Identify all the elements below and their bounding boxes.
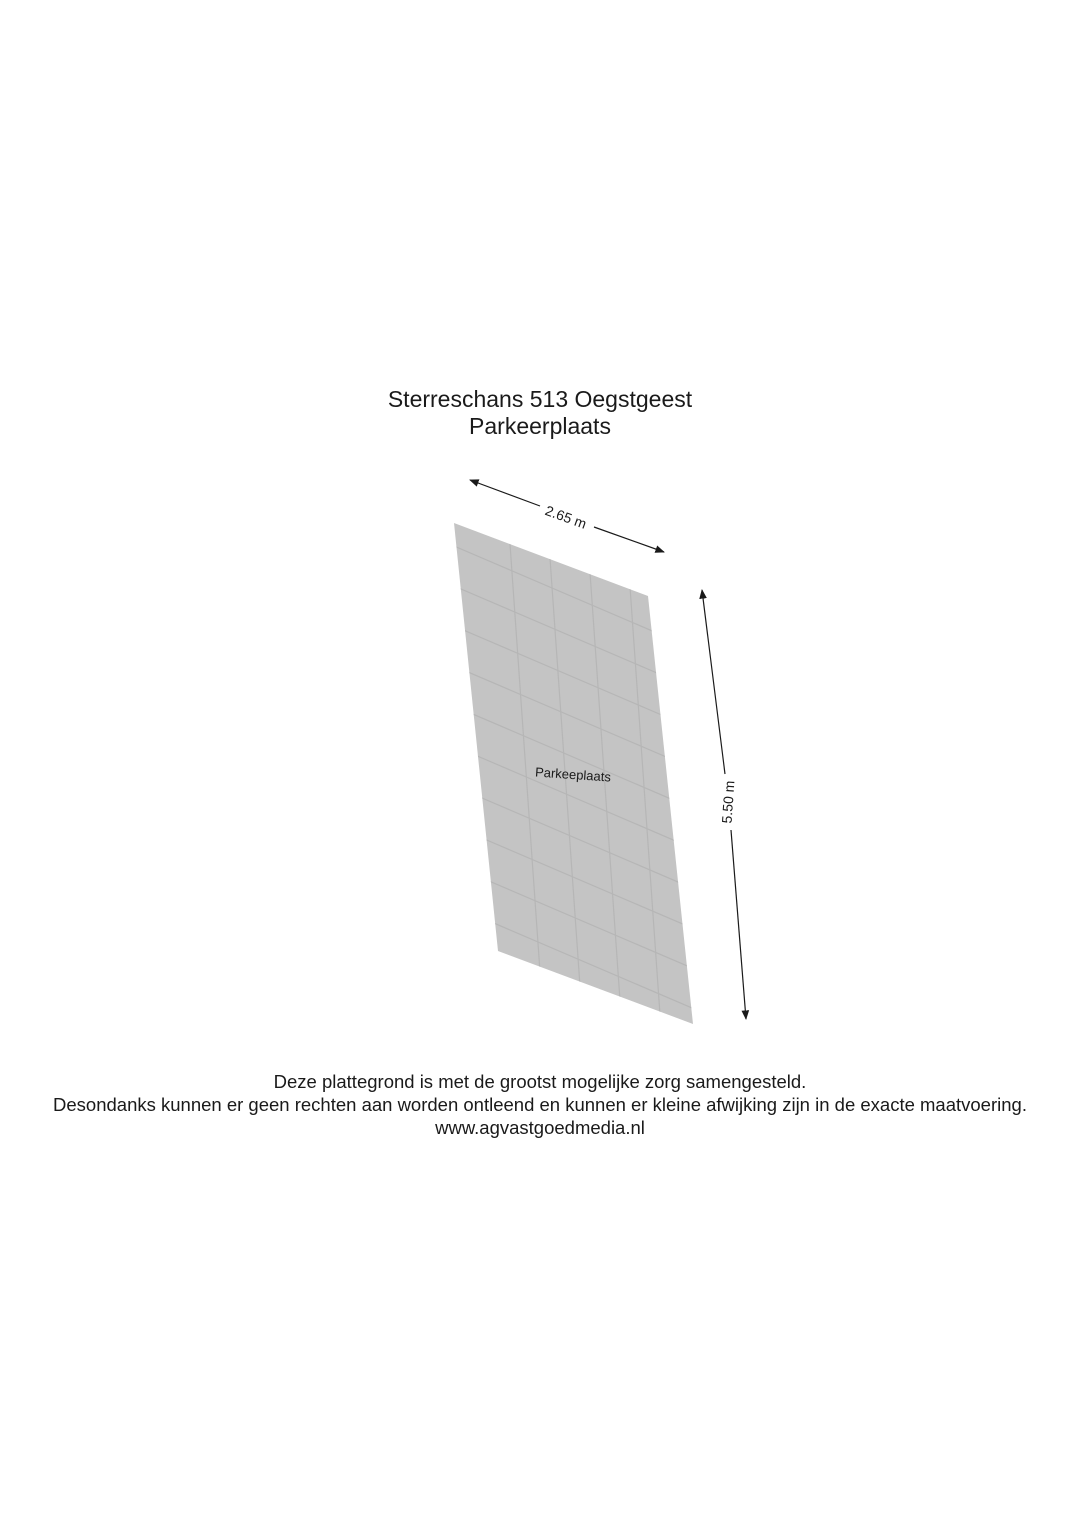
page-subtitle: Parkeerplaats: [469, 413, 611, 439]
room-label: Parkeeplaats: [534, 764, 612, 785]
website-text: www.agvastgoedmedia.nl: [435, 1117, 645, 1138]
width-label: 2.65 m: [543, 502, 589, 532]
disclaimer-line-1: Deze plattegrond is met de grootst mogelijke zorg samengesteld.: [273, 1071, 807, 1092]
length-label: 5.50 m: [718, 780, 738, 824]
page-title: Sterreschans 513 Oegstgeest: [387, 386, 693, 412]
disclaimer-line-2: Desondanks kunnen er geen rechten aan worden ontleend en kunnen er kleine afwijking zijn in de exacte maatvoering.: [53, 1094, 1027, 1115]
